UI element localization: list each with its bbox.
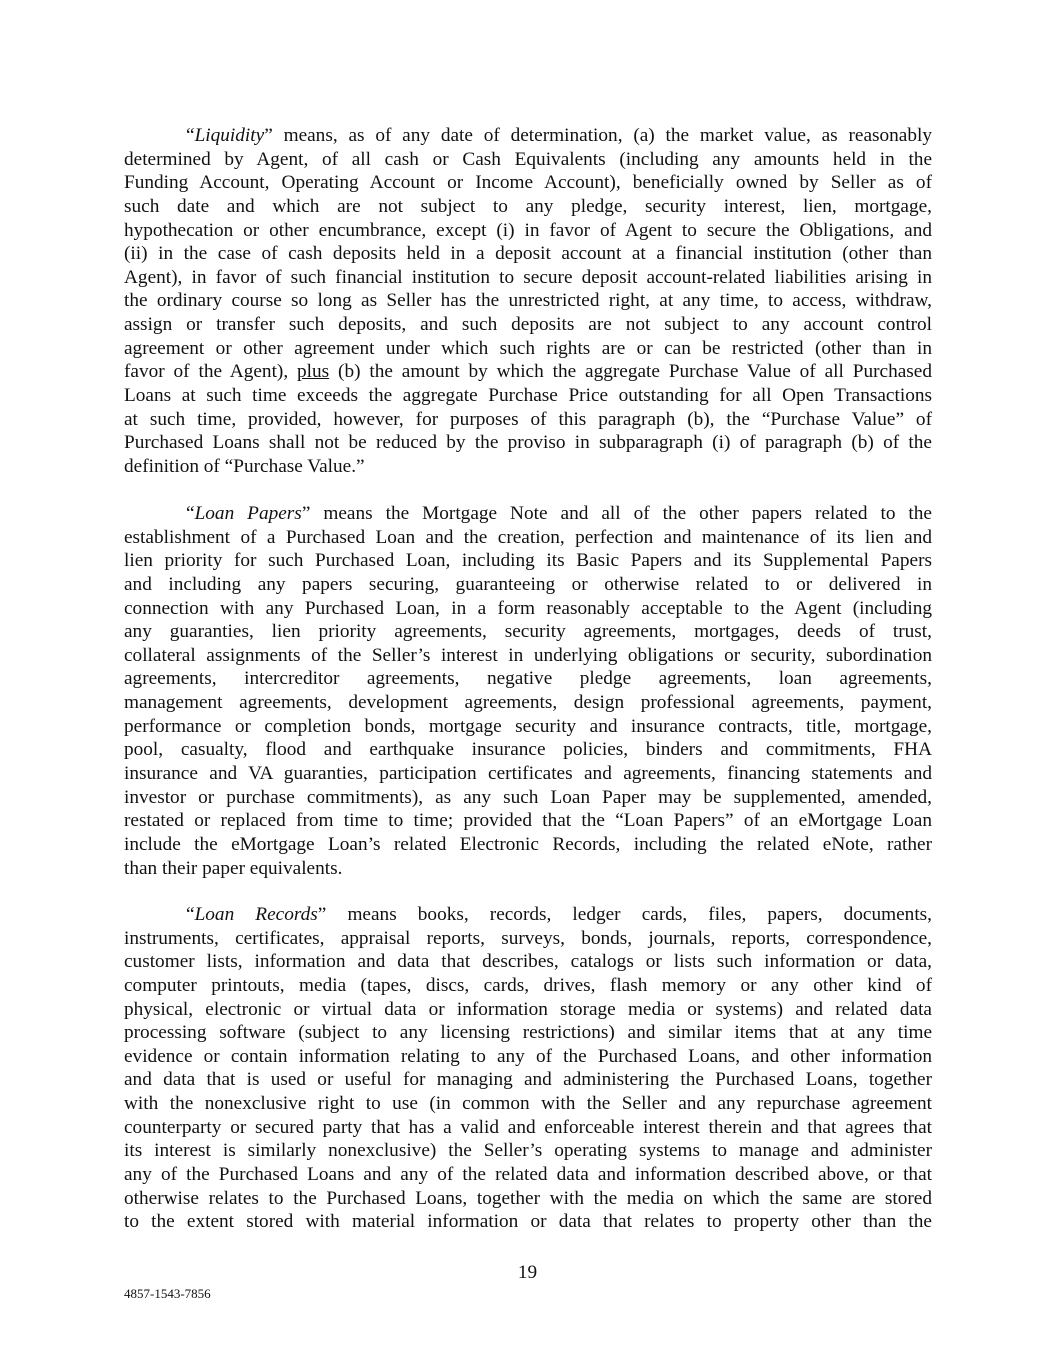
line-text: means books, records, ledger cards, files, papers, documents, <box>326 904 932 925</box>
line-text: means, as of any date of determination, (a) the market value, as reasonably <box>272 125 932 146</box>
text-line: evidence or contain information relating to any of the Purchased Loans, and other information <box>124 1045 932 1067</box>
text-line: insurance and VA guaranties, participation certificates and agreements, financing statements and <box>124 763 932 785</box>
text-line: instruments, certificates, appraisal reports, surveys, bonds, journals, reports, correspondence, <box>124 927 932 949</box>
text-line: any guaranties, lien priority agreements, security agreements, mortgages, deeds of trust, <box>124 621 932 643</box>
text-line: at such time, provided, however, for purposes of this paragraph (b), the “Purchase Value” of <box>124 408 932 430</box>
text-line: and data that is used or useful for managing and administering the Purchased Loans, together <box>124 1069 932 1091</box>
text-line: (ii) in the case of cash deposits held in a deposit account at a financial institution (other than <box>124 243 932 265</box>
defined-term: Loan Papers <box>194 503 302 524</box>
text-line: physical, electronic or virtual data or information storage media or systems) and related data <box>124 998 932 1020</box>
text-line: restated or replaced from time to time; provided that the “Loan Papers” of an eMortgage Loan <box>124 810 932 832</box>
text-line: lien priority for such Purchased Loan, including its Basic Papers and its Supplemental Papers <box>124 550 932 572</box>
text-line: hypothecation or other encumbrance, except (i) in favor of Agent to secure the Obligations, and <box>124 219 932 241</box>
line-text: means the Mortgage Note and all of the other papers related to the <box>310 503 932 524</box>
text-line: any of the Purchased Loans and any of the related data and information described above, or that <box>124 1164 932 1186</box>
text-line: agreements, intercreditor agreements, negative pledge agreements, loan agreements, <box>124 668 932 690</box>
text-line: such date and which are not subject to any pledge, security interest, lien, mortgage, <box>124 195 932 217</box>
text-line <box>124 502 932 526</box>
text-line: Agent), in favor of such financial institution to secure deposit account-related liabilities arising in <box>124 266 932 288</box>
defined-term: Loan Records <box>194 904 318 925</box>
open-quote: “ <box>186 904 195 925</box>
open-quote: “ <box>186 125 195 146</box>
text-line: definition of “Purchase Value.” <box>124 455 365 477</box>
text-line: the ordinary course so long as Seller has the unrestricted right, at any time, to access, withdraw, <box>124 290 932 312</box>
definition-loan-records <box>124 903 932 1234</box>
definition-loan-papers <box>124 502 932 880</box>
close-quote: ” <box>301 503 311 524</box>
text-line: performance or completion bonds, mortgage security and insurance contracts, title, mortgage, <box>124 715 932 737</box>
text-line: with the nonexclusive right to use (in common with the Seller and any repurchase agreement <box>124 1093 932 1115</box>
underlined-plus: plus <box>297 361 330 383</box>
text-line: determined by Agent, of all cash or Cash Equivalents (including any amounts held in the <box>124 148 932 170</box>
page-number: 19 <box>517 1262 538 1283</box>
text-line: agreement or other agreement under which such rights are or can be restricted (other than in <box>124 337 932 359</box>
text-line: assign or transfer such deposits, and such deposits are not subject to any account control <box>124 314 932 336</box>
text-line: its interest is similarly nonexclusive) the Seller’s operating systems to manage and administer <box>124 1140 932 1162</box>
text-line: otherwise relates to the Purchased Loans, together with the media on which the same are stored <box>124 1187 932 1209</box>
text-line <box>124 124 932 148</box>
text-line: investor or purchase commitments), as any such Loan Paper may be supplemented, amended, <box>124 786 932 808</box>
text-line: include the eMortgage Loan’s related Electronic Records, including the related eNote, rather <box>124 833 932 855</box>
line-text: (b) the amount by which the aggregate Purchase Value of all Purchased <box>329 361 932 383</box>
text-line: Loans at such time exceeds the aggregate Purchase Price outstanding for all Open Transactions <box>124 385 932 407</box>
document-id: 4857-1543-7856 <box>124 1286 211 1301</box>
text-line: pool, casualty, flood and earthquake insurance policies, binders and commitments, FHA <box>124 739 932 761</box>
text-line: Funding Account, Operating Account or Income Account), beneficially owned by Seller as of <box>124 172 932 194</box>
text-line: customer lists, information and data that describes, catalogs or lists such information or data, <box>124 951 932 973</box>
close-quote: ” <box>264 125 273 146</box>
line-text: favor of the Agent), <box>124 361 298 383</box>
open-quote: “ <box>186 503 195 524</box>
text-line: establishment of a Purchased Loan and the creation, perfection and maintenance of its lien and <box>124 526 932 548</box>
text-line: management agreements, development agreements, design professional agreements, payment, <box>124 692 932 714</box>
defined-term: Liquidity <box>194 125 265 146</box>
text-line <box>124 360 932 384</box>
text-line <box>124 903 932 927</box>
text-line: collateral assignments of the Seller’s interest in underlying obligations or security, subordination <box>124 644 932 666</box>
text-line: counterparty or secured party that has a valid and enforceable interest therein and that agrees that <box>124 1116 932 1138</box>
definition-liquidity <box>124 124 932 479</box>
close-quote: ” <box>317 904 327 925</box>
text-line: and including any papers securing, guaranteeing or otherwise related to or delivered in <box>124 573 932 595</box>
text-line: connection with any Purchased Loan, in a form reasonably acceptable to the Agent (including <box>124 597 932 619</box>
text-line: Purchased Loans shall not be reduced by the proviso in subparagraph (i) of paragraph (b) of the <box>124 432 932 454</box>
text-line: processing software (subject to any licensing restrictions) and similar items that at any time <box>124 1022 932 1044</box>
text-line: than their paper equivalents. <box>124 857 343 879</box>
text-line: computer printouts, media (tapes, discs, cards, drives, flash memory or any other kind of <box>124 974 932 996</box>
text-line: to the extent stored with material information or data that relates to property other than the <box>124 1211 932 1233</box>
